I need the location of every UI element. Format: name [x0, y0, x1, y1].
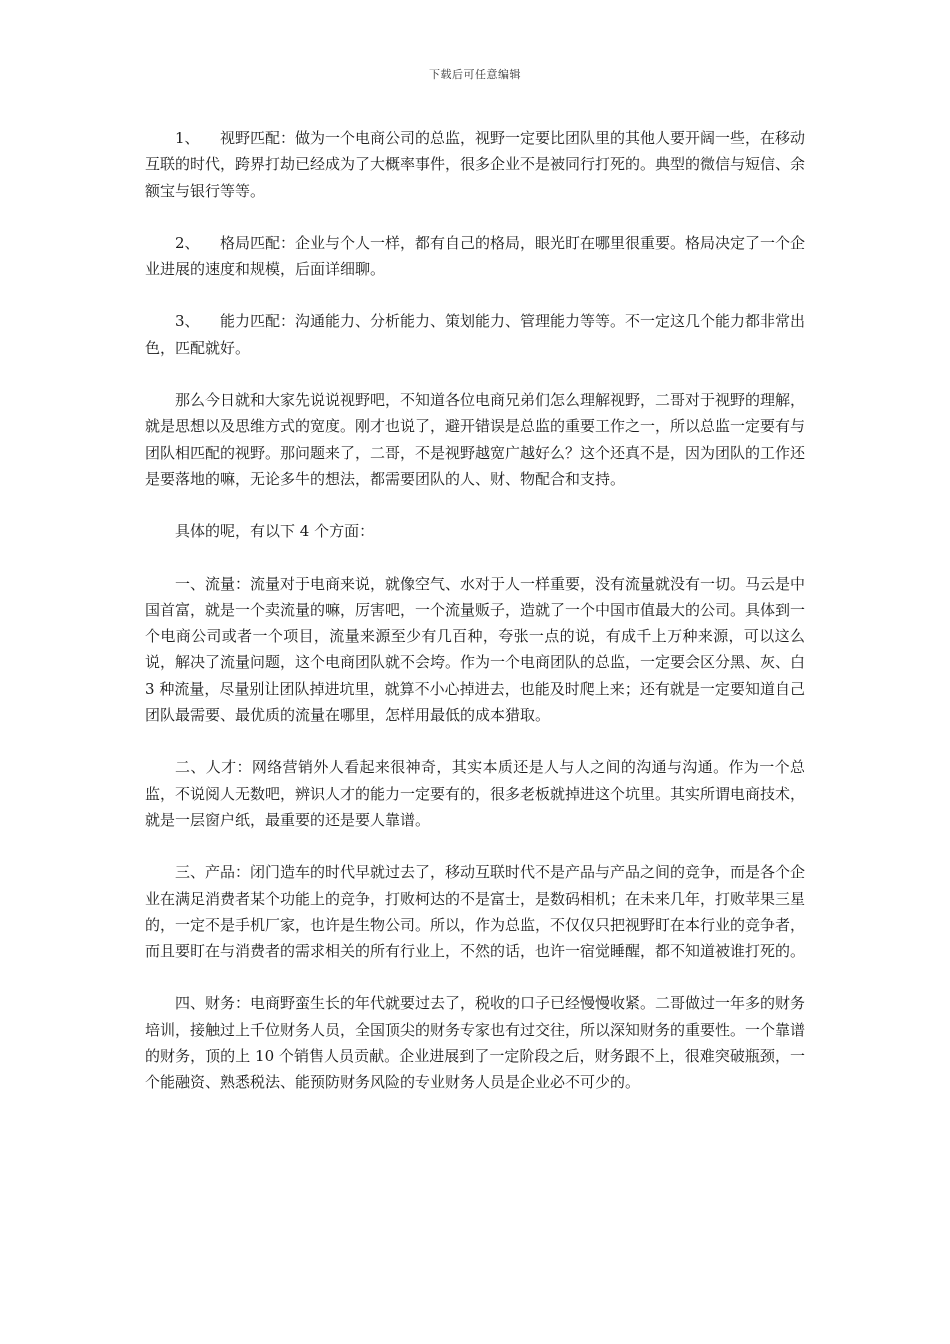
paragraph-four-aspects: 具体的呢，有以下 4 个方面： — [175, 522, 375, 541]
paragraph-finance: 四、财务：电商野蛮生长的年代就要过去了，税收的口子已经慢慢收紧。二哥做过一年多的财务培训，接触过上千位财务人员，全国顶尖的财务专家也有过交往，所以深知财务的重要性。一个靠谱的财务，顶的上 10 个销售人员贡献。企业进展到了一定阶段之后，财务跟不上，很难突破瓶颈，一个能融资、熟悉税法、能预防财务风险的专业财务人员是企业必不可少的。 — [145, 994, 806, 1092]
list-number: 1、 — [175, 129, 200, 147]
document-body — [145, 125, 805, 1122]
paragraph-pattern-match — [145, 230, 805, 283]
list-number: 2、 — [175, 233, 200, 252]
paragraph-vision-intro: 那么今日就和大家先说说视野吧，不知道各位电商兄弟们怎么理解视野，二哥对于视野的理解，就是思想以及思维方式的宽度。刚才也说了，避开错误是总监的重要工作之一，所以总监一定要有与团队相匹配的视野。那问题来了，二哥，不是视野越宽广越好么？这个还真不是，因为团队的工作还是要落地的嘛，无论多牛的想法，都需要团队的人、财、物配合和支持。 — [145, 391, 806, 488]
paragraph-vision-match — [145, 125, 805, 204]
paragraph-talent: 二、人才：网络营销外人看起来很神奇，其实本质还是人与人之间的沟通与沟通。作为一个总监，不说阅人无数吧，辨识人才的能力一定要有的，很多老板就掉进这个坑里。其实所谓电商技术，就是一层窗户纸，最重要的还是要人靠谱。 — [145, 758, 806, 829]
paragraph-text: 视野匹配：做为一个电商公司的总监，视野一定要比团队里的其他人要开阔一些，在移动互联的时代，跨界打劫已经成为了大概率事件，很多企业不是被同行打死的。典型的微信与短信、余额宝与银行等等。 — [145, 129, 806, 200]
paragraph-ability-match — [145, 308, 805, 361]
page-header: 下载后可任意编辑 — [429, 68, 521, 81]
list-number: 3、 — [175, 312, 200, 331]
paragraph-product: 三、产品：闭门造车的时代早就过去了，移动互联时代不是产品与产品之间的竞争，而是各个企业在满足消费者某个功能上的竞争，打败柯达的不是富士，是数码相机；在未来几年，打败苹果三星的，一定不是手机厂家，也许是生物公司。所以，作为总监，不仅仅只把视野盯在本行业的竞争者，而且要盯在与消费者的需求相关的所有行业上，不然的话，也许一宿觉睡醒，都不知道被谁打死的。 — [145, 863, 806, 961]
paragraph-text: 能力匹配：沟通能力、分析能力、策划能力、管理能力等等。不一定这几个能力都非常出色，匹配就好。 — [145, 312, 806, 357]
paragraph-traffic: 一、流量：流量对于电商来说，就像空气、水对于人一样重要，没有流量就没有一切。马云是中国首富，就是一个卖流量的嘛，厉害吧，一个流量贩子，造就了一个中国市值最大的公司。具体到一个电商公司或者一个项目，流量来源至少有几百种，夸张一点的说，有成千上万种来源，可以这么说，解决了流量问题，这个电商团队就不会垮。作为一个电商团队的总监，一定要会区分黑、灰、白 3 种流量，尽量别让团队掉进坑里，就算不小心掉进去，也能及时爬上来；还有就是一定要知道自己团队最需要、最优质的流量在哪里，怎样用最低的成本猎取。 — [145, 574, 806, 725]
paragraph-text: 格局匹配：企业与个人一样，都有自己的格局，眼光盯在哪里很重要。格局决定了一个企业进展的速度和规模，后面详细聊。 — [145, 233, 806, 279]
